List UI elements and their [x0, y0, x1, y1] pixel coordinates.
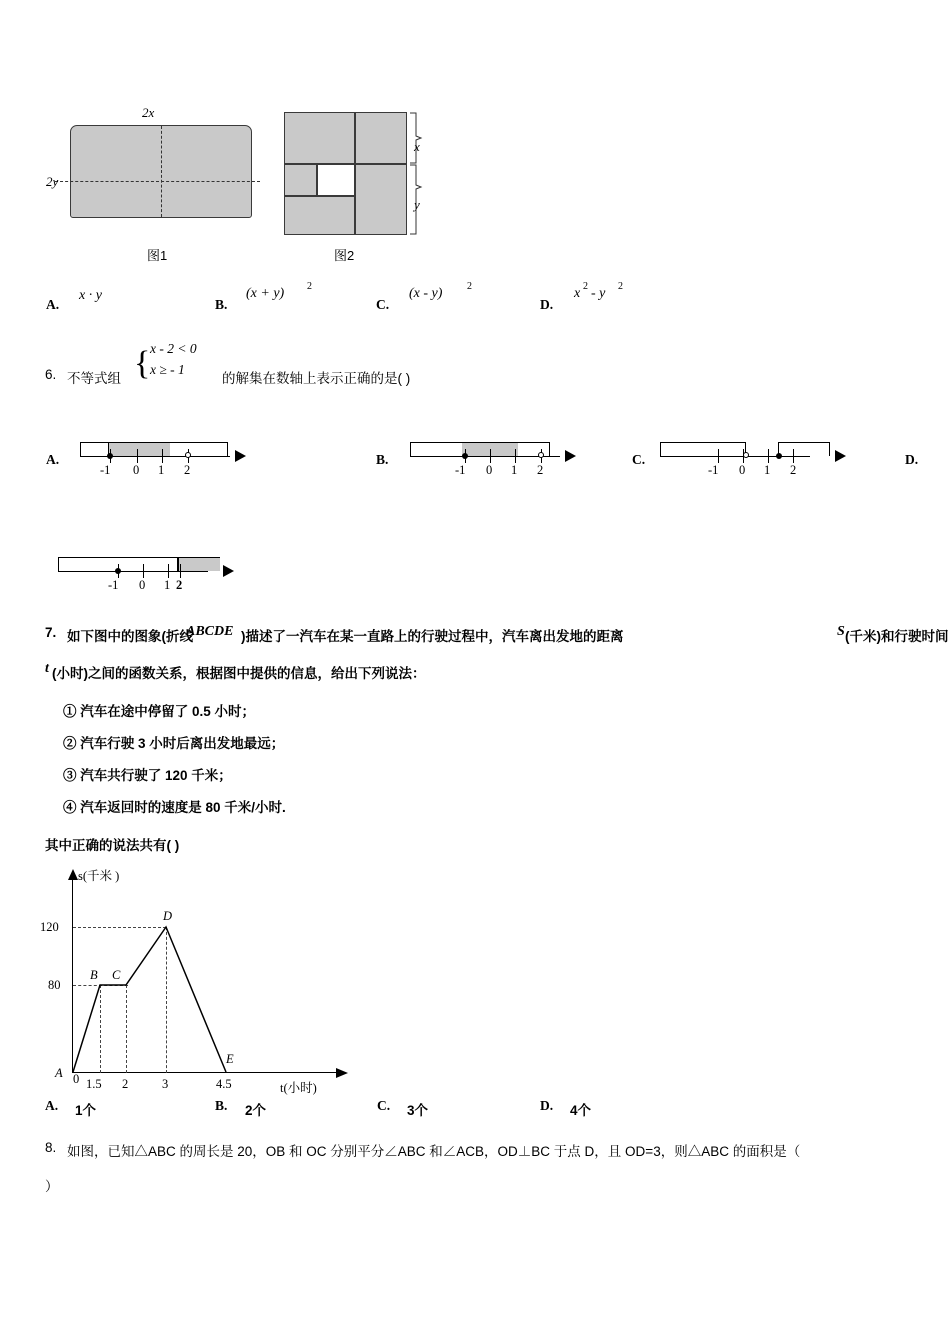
q7-option-c-letter: C.	[377, 1098, 391, 1113]
q6-number: 6.	[45, 367, 57, 382]
q7-option-b-text: 2个	[245, 1103, 267, 1118]
figure-2-block-bottom	[284, 196, 355, 235]
q7-option-c-text: 3个	[407, 1103, 429, 1118]
figure-2-braces	[408, 112, 426, 236]
q7-statement-2: ② 汽车行驶 3 小时后离出发地最远；	[63, 736, 285, 751]
graph-point-D: D	[163, 909, 173, 923]
figure-1-horizontal-dash	[55, 181, 260, 182]
figure-2-block-midleft	[284, 164, 317, 196]
graph-ytick-120: 120	[40, 920, 59, 934]
q8-number: 8.	[45, 1140, 57, 1155]
q7-line1-b: ABCDE	[186, 624, 234, 639]
q5-option-d-expr2: - y	[591, 286, 606, 301]
q7-option-d-text: 4个	[570, 1103, 592, 1118]
graph-x-label: t(小时)	[280, 1081, 317, 1095]
q6-option-a-numberline: -1 0 1 2	[80, 430, 280, 485]
q6-stem-before: 不等式组	[67, 371, 121, 386]
q7-tail: 其中正确的说法共有( )	[45, 838, 180, 853]
figure-1-left-label: 2y	[46, 174, 59, 189]
graph-point-E: E	[226, 1052, 234, 1066]
graph-ytick-80: 80	[48, 978, 61, 992]
q5-option-d-sup: 2	[583, 281, 588, 292]
q5-option-d-expr: x	[574, 286, 581, 301]
q6-option-b-letter: B.	[376, 452, 389, 467]
q7-line2-b: (小时)之间的函数关系，根据图中提供的信息，给出下列说法：	[52, 666, 426, 681]
q5-option-a-expr: x · y	[79, 288, 102, 303]
graph-point-A: A	[55, 1066, 63, 1080]
q7-statement-3: ③ 汽车共行驶了 120 千米；	[63, 768, 232, 783]
q7-option-d-letter: D.	[540, 1098, 554, 1113]
q8-line1: 如图，已知△ABC 的周长是 20，OB 和 OC 分别平分∠ABC 和∠ACB，OD⊥BC 于点 D，且 OD=3，则△ABC 的面积是（	[67, 1144, 801, 1159]
q7-line1-d: S	[837, 624, 845, 639]
q6-option-c-letter: C.	[632, 452, 646, 467]
q7-line1-e: (千米)和行驶时间	[845, 629, 949, 644]
q7-statement-4: ④ 汽车返回时的速度是 80 千米/小时.	[63, 800, 286, 815]
q7-number: 7.	[45, 625, 57, 640]
q5-option-d-sup2: 2	[618, 281, 623, 292]
graph-xtick-3: 3	[162, 1077, 169, 1091]
q7-option-b-letter: B.	[215, 1098, 228, 1113]
q5-option-c-expr: (x - y)	[409, 286, 443, 301]
q6-inequality-2: x ≥ - 1	[150, 362, 185, 377]
q5-option-b-letter: B.	[215, 297, 228, 312]
graph-point-B: B	[90, 968, 98, 982]
figure-2-caption: 图2	[334, 248, 355, 263]
graph-polyline	[40, 878, 370, 1103]
q6-option-c-numberline: -1 0 1 2	[660, 430, 860, 485]
figure-1-top-label: 2x	[142, 105, 155, 120]
q5-option-c-sup: 2	[467, 281, 472, 292]
q5-option-c-letter: C.	[376, 297, 390, 312]
q5-option-a-letter: A.	[46, 297, 60, 312]
q7-option-a-letter: A.	[45, 1098, 59, 1113]
q6-option-d-numberline: -1 0 1 2	[58, 545, 278, 600]
q5-option-b-sup: 2	[307, 281, 312, 292]
q7-line1-c: )描述了一汽车在某一直路上的行驶过程中，汽车离出发地的距离	[241, 629, 624, 644]
figure-1-vertical-dash	[161, 126, 162, 217]
figure-2-label-y: y	[414, 197, 420, 212]
q7-statement-1: ① 汽车在途中停留了 0.5 小时；	[63, 704, 256, 719]
q7-line1-a: 如下图中的图象(折线	[67, 629, 193, 644]
q6-inequality-1: x - 2 < 0	[150, 341, 197, 356]
q6-option-b-numberline: -1 0 1 2	[410, 430, 610, 485]
q5-option-b-expr: (x + y)	[246, 286, 285, 301]
q7-graph	[40, 869, 370, 1103]
q7-option-a-text: 1个	[75, 1103, 97, 1118]
graph-y-label: s(千米 )	[78, 869, 120, 883]
q6-option-a-letter: A.	[46, 452, 60, 467]
figure-2-block-topleft	[284, 112, 355, 164]
q6-system-brace: {	[134, 345, 151, 382]
q5-option-d-letter: D.	[540, 297, 554, 312]
graph-point-C: C	[112, 968, 121, 982]
q7-line2-a: t	[45, 661, 49, 676]
graph-xtick-2: 2	[122, 1077, 129, 1091]
graph-origin-label: 0	[73, 1072, 80, 1086]
q8-line2: ）	[45, 1179, 59, 1194]
q6-option-d-letter: D.	[905, 452, 919, 467]
figure-1-caption: 图1	[147, 248, 168, 263]
figure-2-block-topright	[355, 112, 407, 164]
figure-2-label-x: x	[414, 139, 420, 154]
figure-2-block-right	[355, 164, 407, 235]
figure-2-block-white	[317, 164, 355, 196]
graph-xtick-1-5: 1.5	[86, 1077, 102, 1091]
graph-xtick-4-5: 4.5	[216, 1077, 232, 1091]
q6-stem-after: 的解集在数轴上表示正确的是( )	[222, 371, 411, 386]
